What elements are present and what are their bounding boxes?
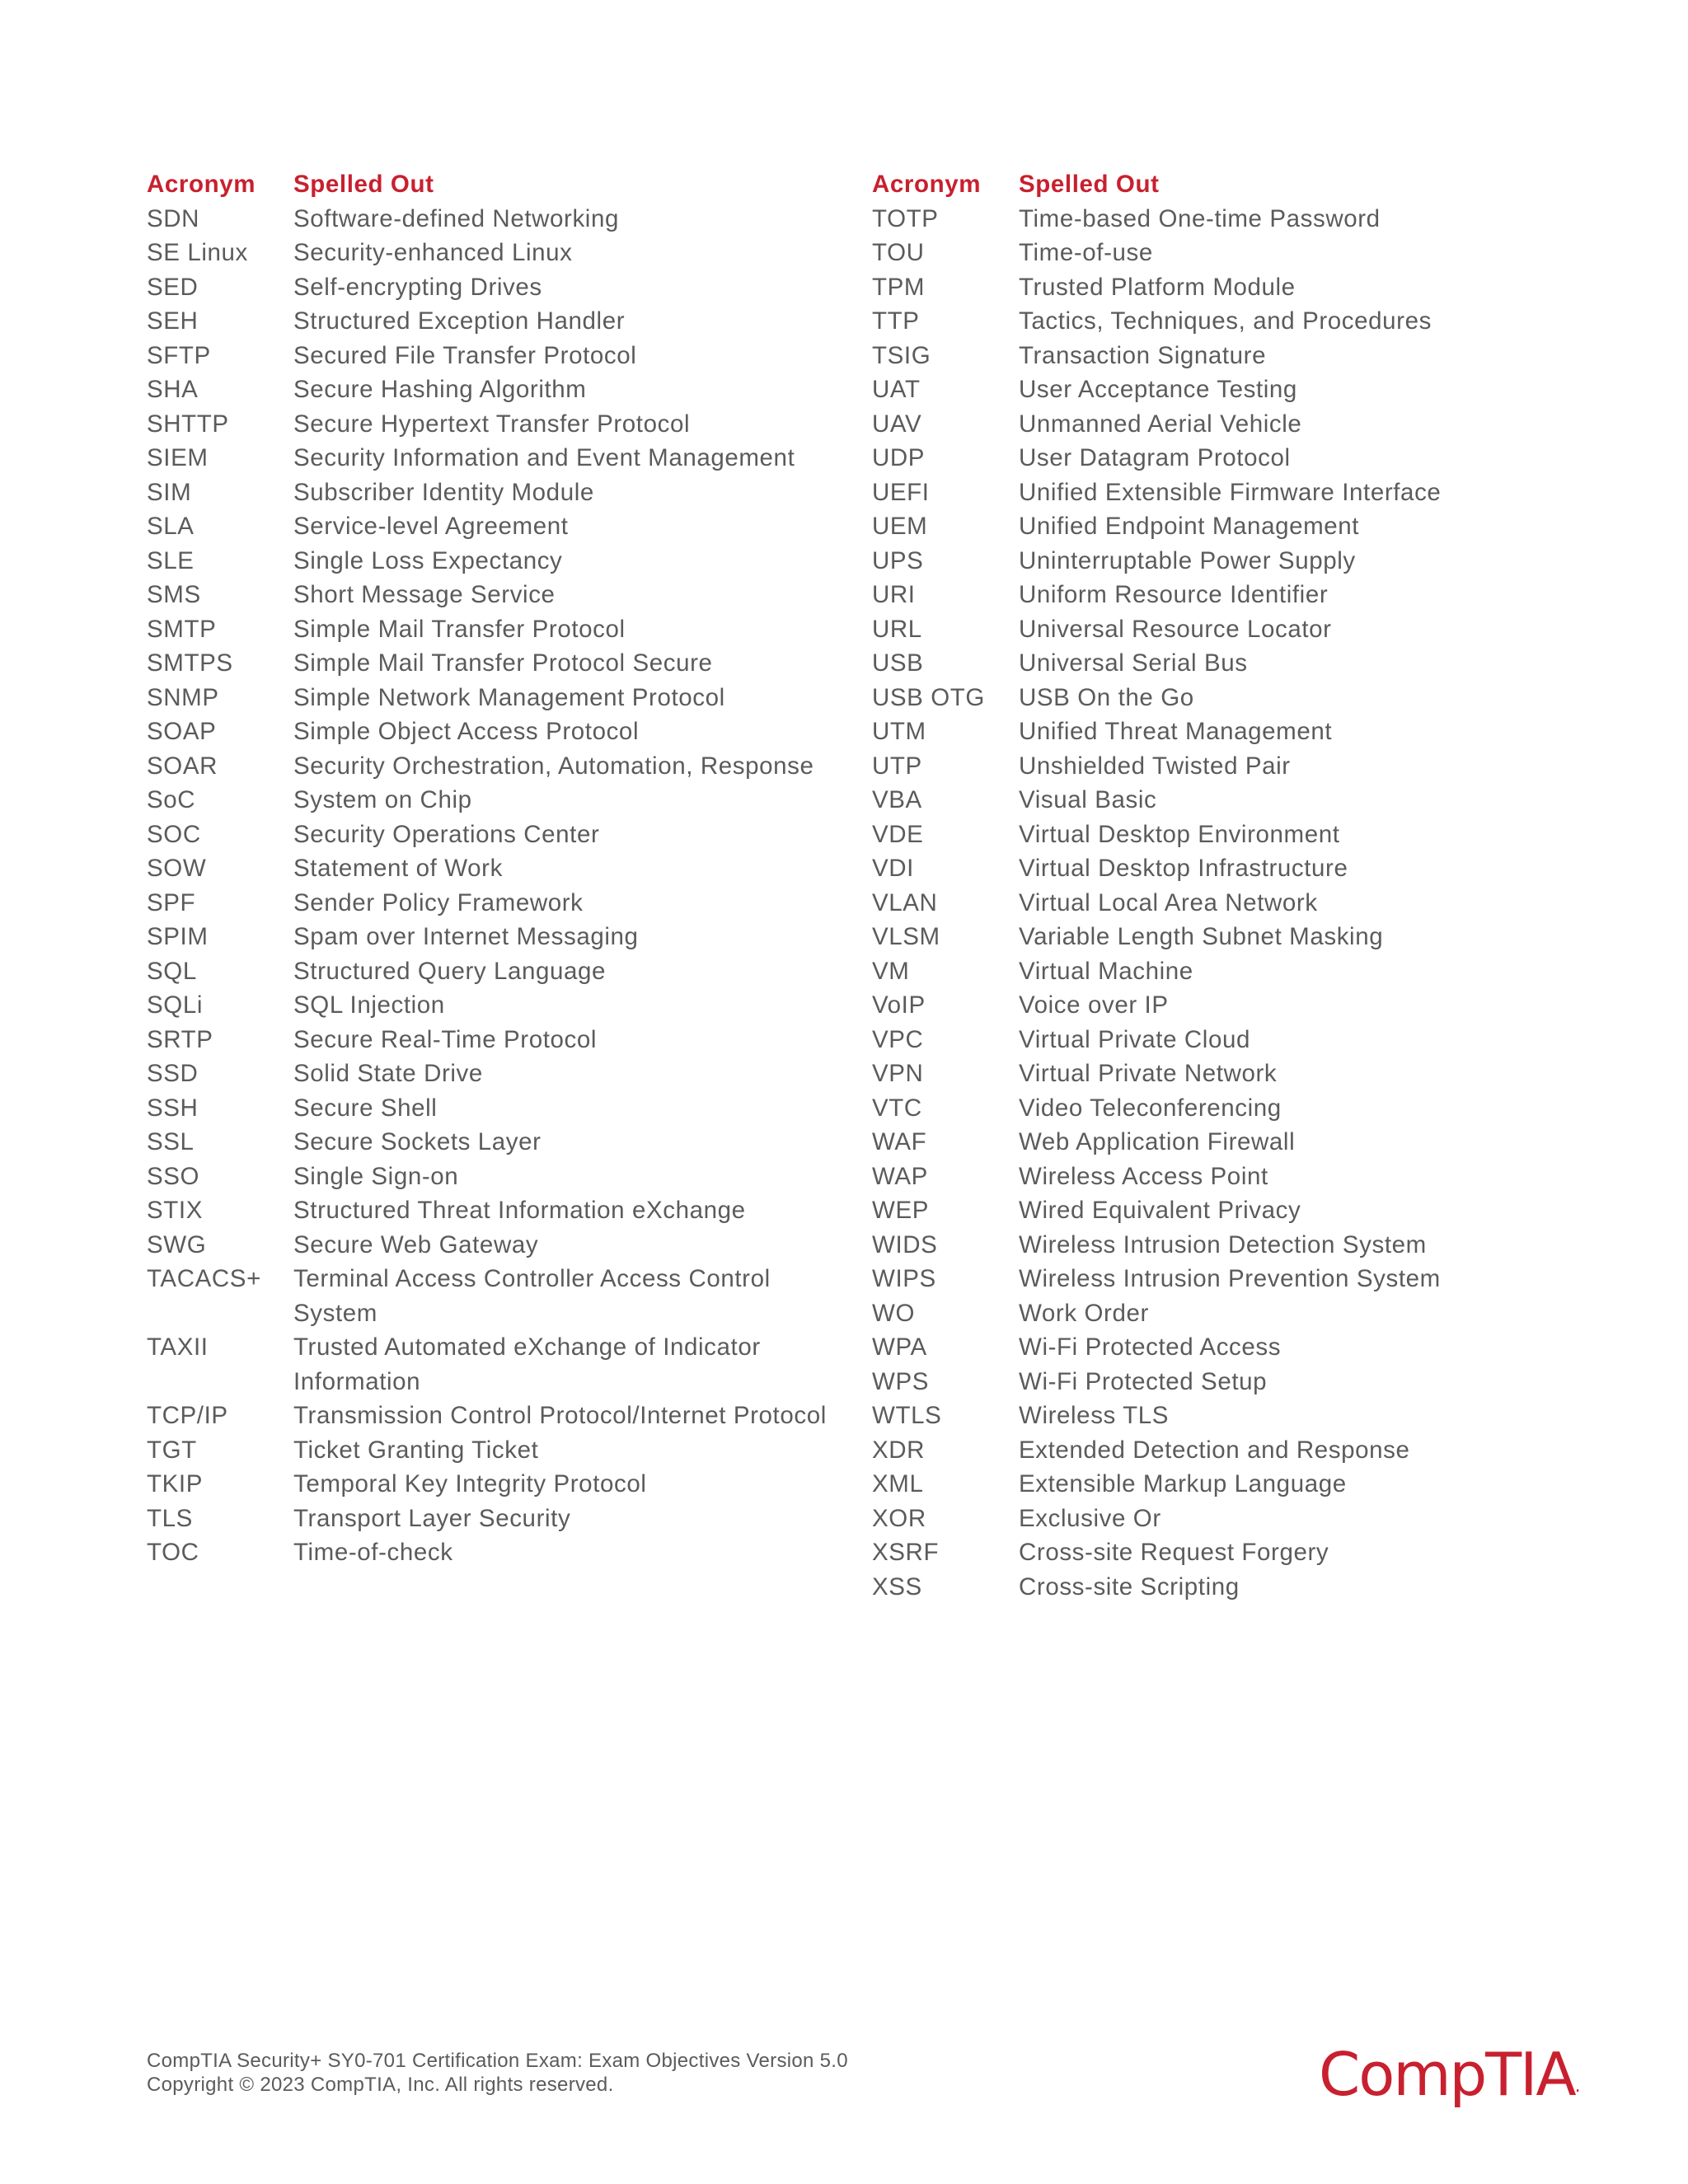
acronym-cell: UEFI (872, 478, 930, 506)
acronym-cell: TLS (147, 1504, 193, 1532)
table-row (872, 1330, 1614, 1365)
table-row (147, 1193, 864, 1228)
acronym-table-left (147, 167, 864, 1570)
table-row (872, 544, 1614, 579)
acronym-cell: SSL (147, 1128, 195, 1155)
spelled-out-cell: Video Teleconferencing (1019, 1094, 1282, 1122)
spelled-out-cell: Secure Hashing Algorithm (293, 376, 587, 403)
acronym-cell: SE Linux (147, 239, 248, 266)
page-footer (147, 2049, 848, 2097)
acronym-cell: SPIM (147, 923, 209, 950)
table-row (147, 681, 864, 715)
table-row (872, 509, 1614, 544)
spelled-out-cell: Sender Policy Framework (293, 888, 584, 916)
table-row (147, 920, 864, 954)
spelled-out-cell: Terminal Access Controller Access Control System (293, 1265, 771, 1327)
acronym-cell: SNMP (147, 683, 219, 711)
table-row (147, 407, 864, 442)
table-row (872, 441, 1614, 476)
spelled-out-cell: Variable Length Subnet Masking (1019, 923, 1384, 950)
table-row (147, 202, 864, 237)
table-header (872, 167, 1614, 202)
table-row (872, 407, 1614, 442)
table-row (872, 1023, 1614, 1057)
rows-right (872, 202, 1614, 1605)
header-acronym: Acronym (147, 171, 256, 198)
table-row (147, 1160, 864, 1194)
spelled-out-cell: Work Order (1019, 1299, 1149, 1327)
spelled-out-cell: Virtual Local Area Network (1019, 888, 1318, 916)
table-row (872, 1535, 1614, 1570)
table-row (147, 1399, 864, 1433)
table-row (147, 646, 864, 681)
acronym-cell: SSD (147, 1060, 199, 1087)
acronym-cell: VoIP (872, 991, 926, 1019)
spelled-out-cell: Structured Exception Handler (293, 307, 626, 335)
logo-text: CompTIA (1319, 2040, 1575, 2109)
acronym-cell: SHA (147, 376, 199, 403)
table-row (147, 339, 864, 373)
table-row (147, 1433, 864, 1468)
acronym-cell: TTP (872, 307, 920, 335)
acronym-cell: SLA (147, 513, 195, 540)
spelled-out-cell: Time-based One-time Password (1019, 204, 1381, 232)
table-row (872, 1057, 1614, 1091)
acronym-cell: WEP (872, 1197, 929, 1224)
acronym-cell: XOR (872, 1504, 926, 1532)
acronym-cell: SQL (147, 957, 197, 985)
acronym-cell: TGT (147, 1436, 197, 1464)
acronym-cell: TAXII (147, 1333, 209, 1361)
spelled-out-cell: Voice over IP (1019, 991, 1169, 1019)
table-row (872, 681, 1614, 715)
table-row (872, 270, 1614, 305)
table-row (147, 818, 864, 852)
table-row (147, 988, 864, 1023)
spelled-out-cell: Extended Detection and Response (1019, 1436, 1410, 1464)
acronym-cell: XDR (872, 1436, 926, 1464)
spelled-out-cell: SQL Injection (293, 991, 445, 1019)
acronym-cell: SWG (147, 1230, 207, 1258)
table-row (872, 646, 1614, 681)
acronym-cell: TPM (872, 273, 926, 301)
table-row (872, 1502, 1614, 1536)
acronym-cell: USB (872, 649, 924, 677)
spelled-out-cell: Virtual Private Network (1019, 1060, 1278, 1087)
table-row (147, 578, 864, 612)
acronym-cell: SPF (147, 888, 196, 916)
table-row (872, 1262, 1614, 1296)
acronym-cell: TOU (872, 239, 925, 266)
acronym-cell: SOW (147, 855, 207, 882)
acronym-cell: TCP/IP (147, 1402, 228, 1429)
acronym-cell: VTC (872, 1094, 922, 1122)
acronym-cell: VPC (872, 1025, 924, 1053)
acronym-cell: XSRF (872, 1539, 940, 1566)
table-row (872, 886, 1614, 921)
spelled-out-cell: Security Orchestration, Automation, Response (293, 752, 814, 780)
acronym-cell: TACACS+ (147, 1265, 261, 1292)
logo-mark: . (1574, 2076, 1581, 2097)
spelled-out-cell: Software-defined Networking (293, 204, 619, 232)
acronym-cell: SSH (147, 1094, 199, 1122)
table-row (147, 1091, 864, 1126)
spelled-out-cell: Structured Query Language (293, 957, 607, 985)
spelled-out-cell: Cross-site Request Forgery (1019, 1539, 1329, 1566)
acronym-cell: UTM (872, 718, 926, 745)
spelled-out-cell: Temporal Key Integrity Protocol (293, 1470, 647, 1497)
acronym-cell: VPN (872, 1060, 924, 1087)
acronym-cell: SIM (147, 478, 192, 506)
acronym-cell: TKIP (147, 1470, 203, 1497)
acronym-cell: WAP (872, 1162, 928, 1190)
table-row (147, 1467, 864, 1502)
spelled-out-cell: Universal Resource Locator (1019, 615, 1332, 643)
acronym-cell: WPS (872, 1367, 929, 1395)
spelled-out-cell: Wireless Intrusion Detection System (1019, 1230, 1427, 1258)
acronym-cell: VM (872, 957, 910, 985)
spelled-out-cell: User Datagram Protocol (1019, 444, 1291, 471)
spelled-out-cell: Exclusive Or (1019, 1504, 1161, 1532)
table-row (872, 783, 1614, 818)
table-row (147, 236, 864, 270)
spelled-out-cell: Secure Shell (293, 1094, 438, 1122)
table-row (872, 920, 1614, 954)
acronym-cell: WIPS (872, 1265, 936, 1292)
table-row (872, 304, 1614, 339)
table-row (872, 1160, 1614, 1194)
spelled-out-cell: Unified Threat Management (1019, 718, 1333, 745)
table-row (147, 441, 864, 476)
spelled-out-cell: Security-enhanced Linux (293, 239, 573, 266)
acronym-cell: SFTP (147, 341, 211, 369)
spelled-out-cell: Solid State Drive (293, 1060, 483, 1087)
table-row (872, 578, 1614, 612)
spelled-out-cell: Secure Sockets Layer (293, 1128, 542, 1155)
spelled-out-cell: Secure Web Gateway (293, 1230, 539, 1258)
spelled-out-cell: Security Operations Center (293, 820, 600, 848)
acronym-cell: XML (872, 1470, 924, 1497)
table-row (147, 851, 864, 886)
spelled-out-cell: Time-of-use (1019, 239, 1153, 266)
spelled-out-cell: Virtual Machine (1019, 957, 1193, 985)
acronym-cell: UAV (872, 410, 922, 438)
table-row (147, 783, 864, 818)
table-row (872, 1467, 1614, 1502)
acronym-cell: SEH (147, 307, 199, 335)
spelled-out-cell: Universal Serial Bus (1019, 649, 1248, 677)
spelled-out-cell: Cross-site Scripting (1019, 1572, 1240, 1601)
spelled-out-cell: Simple Mail Transfer Protocol Secure (293, 649, 713, 677)
spelled-out-cell: Structured Threat Information eXchange (293, 1197, 746, 1224)
acronym-cell: SLE (147, 546, 195, 574)
table-row (872, 1091, 1614, 1126)
table-row (872, 818, 1614, 852)
acronym-cell: USB OTG (872, 683, 985, 711)
table-row (872, 954, 1614, 989)
spelled-out-cell: Transmission Control Protocol/Internet Protocol (293, 1402, 827, 1429)
spelled-out-cell: Wi-Fi Protected Access (1019, 1333, 1282, 1361)
table-row (147, 749, 864, 784)
table-row (147, 373, 864, 407)
acronym-cell: SDN (147, 204, 200, 232)
table-row (147, 715, 864, 749)
table-row (147, 270, 864, 305)
table-row (872, 749, 1614, 784)
spelled-out-cell: Trusted Automated eXchange of Indicator Information (293, 1333, 761, 1395)
table-row (147, 1023, 864, 1057)
header-spelled-out: Spelled Out (293, 171, 434, 198)
spelled-out-cell: USB On the Go (1019, 683, 1194, 711)
spelled-out-cell: Wi-Fi Protected Setup (1019, 1367, 1268, 1395)
acronym-table-right (872, 167, 1614, 1604)
spelled-out-cell: Web Application Firewall (1019, 1128, 1296, 1155)
table-row (872, 988, 1614, 1023)
acronym-cell: SOC (147, 820, 201, 848)
table-row (872, 1228, 1614, 1263)
acronym-cell: VLAN (872, 888, 938, 916)
acronym-cell: TOC (147, 1539, 199, 1566)
acronym-cell: WIDS (872, 1230, 938, 1258)
acronym-cell: SoC (147, 786, 196, 813)
acronym-cell: SOAP (147, 718, 217, 745)
spelled-out-cell: Extensible Markup Language (1019, 1470, 1347, 1497)
spelled-out-cell: User Acceptance Testing (1019, 376, 1297, 403)
spelled-out-cell: Ticket Granting Ticket (293, 1436, 539, 1464)
table-row (872, 339, 1614, 373)
spelled-out-cell: Security Information and Event Management (293, 444, 795, 471)
footer-copyright: Copyright © 2023 CompTIA, Inc. All rights reserved. (147, 2074, 614, 2096)
table-row (872, 202, 1614, 237)
table-row (147, 304, 864, 339)
acronym-cell: WO (872, 1299, 915, 1327)
table-row (147, 954, 864, 989)
spelled-out-cell: Virtual Desktop Environment (1019, 820, 1340, 848)
acronym-cell: UPS (872, 546, 924, 574)
spelled-out-cell: Transport Layer Security (293, 1504, 571, 1532)
acronym-cell: SMTP (147, 615, 217, 643)
table-row (872, 236, 1614, 270)
acronym-cell: UTP (872, 752, 922, 780)
spelled-out-cell: Trusted Platform Module (1019, 273, 1296, 301)
table-row (872, 1433, 1614, 1468)
table-row (147, 1535, 864, 1570)
spelled-out-cell: Virtual Private Cloud (1019, 1025, 1250, 1053)
header-acronym: Acronym (872, 171, 982, 198)
spelled-out-cell: Unified Endpoint Management (1019, 513, 1360, 540)
spelled-out-cell: Wireless Access Point (1019, 1162, 1268, 1190)
spelled-out-cell: Simple Network Management Protocol (293, 683, 725, 711)
table-row (147, 1262, 864, 1330)
spelled-out-cell: Secure Real-Time Protocol (293, 1025, 598, 1053)
spelled-out-cell: System on Chip (293, 786, 472, 813)
spelled-out-cell: Simple Mail Transfer Protocol (293, 615, 626, 643)
acronym-cell: SIEM (147, 444, 209, 471)
acronym-cell: SQLi (147, 991, 203, 1019)
header-spelled-out: Spelled Out (1019, 171, 1160, 198)
acronym-cell: TOTP (872, 204, 939, 232)
footer-exam-title: CompTIA Security+ SY0-701 Certification Exam: Exam Objectives Version 5.0 (147, 2050, 848, 2072)
acronym-cell: URI (872, 581, 916, 608)
table-row (147, 886, 864, 921)
acronym-cell: SHTTP (147, 410, 229, 438)
spelled-out-cell: Tactics, Techniques, and Procedures (1019, 307, 1432, 335)
table-row (147, 1330, 864, 1399)
acronym-cell: SRTP (147, 1025, 213, 1053)
table-row (872, 373, 1614, 407)
table-row (872, 476, 1614, 510)
acronym-cell: URL (872, 615, 922, 643)
spelled-out-cell: Virtual Desktop Infrastructure (1019, 855, 1348, 882)
acronym-cell: SOAR (147, 752, 218, 780)
spelled-out-cell: Short Message Service (293, 581, 556, 608)
spelled-out-cell: Unshielded Twisted Pair (1019, 752, 1291, 780)
acronym-cell: VLSM (872, 923, 940, 950)
spelled-out-cell: Unmanned Aerial Vehicle (1019, 410, 1302, 438)
table-row (147, 612, 864, 647)
acronym-cell: WPA (872, 1333, 927, 1361)
table-row (872, 1365, 1614, 1399)
acronym-cell: WAF (872, 1128, 927, 1155)
table-row (147, 1125, 864, 1160)
table-row (872, 851, 1614, 886)
acronym-cell: SMTPS (147, 649, 233, 677)
spelled-out-cell: Uninterruptable Power Supply (1019, 546, 1356, 574)
table-row (872, 1193, 1614, 1228)
acronym-cell: UAT (872, 376, 921, 403)
table-row (147, 1502, 864, 1536)
spelled-out-cell: Wired Equivalent Privacy (1019, 1197, 1301, 1224)
spelled-out-cell: Wireless Intrusion Prevention System (1019, 1265, 1441, 1292)
acronym-cell: XSS (872, 1572, 922, 1601)
spelled-out-cell: Unified Extensible Firmware Interface (1019, 478, 1442, 506)
table-row (872, 612, 1614, 647)
spelled-out-cell: Single Loss Expectancy (293, 546, 563, 574)
comptia-logo (1319, 2040, 1581, 2109)
table-row (872, 1296, 1614, 1331)
spelled-out-cell: Secured File Transfer Protocol (293, 341, 637, 369)
spelled-out-cell: Wireless TLS (1019, 1402, 1170, 1429)
acronym-cell: STIX (147, 1197, 203, 1224)
spelled-out-cell: Transaction Signature (1019, 341, 1267, 369)
acronym-cell: UDP (872, 444, 926, 471)
acronym-cell: WTLS (872, 1402, 942, 1429)
table-row (147, 544, 864, 579)
acronym-cell: VDI (872, 855, 914, 882)
table-row (872, 1399, 1614, 1433)
table-row (872, 1570, 1614, 1605)
acronym-cell: SMS (147, 581, 201, 608)
table-row (147, 1057, 864, 1091)
spelled-out-cell: Simple Object Access Protocol (293, 718, 640, 745)
acronym-cell: VDE (872, 820, 924, 848)
spelled-out-cell: Statement of Work (293, 855, 503, 882)
spelled-out-cell: Time-of-check (293, 1539, 453, 1566)
table-row (872, 1125, 1614, 1160)
table-row (147, 476, 864, 510)
spelled-out-cell: Subscriber Identity Module (293, 478, 594, 506)
spelled-out-cell: Secure Hypertext Transfer Protocol (293, 410, 691, 438)
spelled-out-cell: Service-level Agreement (293, 513, 569, 540)
spelled-out-cell: Spam over Internet Messaging (293, 923, 639, 950)
spelled-out-cell: Self-encrypting Drives (293, 273, 542, 301)
table-row (872, 715, 1614, 749)
acronym-cell: SED (147, 273, 199, 301)
rows-left (147, 202, 864, 1570)
acronym-cell: TSIG (872, 341, 931, 369)
acronym-cell: VBA (872, 786, 922, 813)
table-row (147, 509, 864, 544)
acronym-cell: SSO (147, 1162, 200, 1190)
spelled-out-cell: Single Sign-on (293, 1162, 459, 1190)
acronym-cell: UEM (872, 513, 928, 540)
spelled-out-cell: Visual Basic (1019, 786, 1157, 813)
spelled-out-cell: Uniform Resource Identifier (1019, 581, 1329, 608)
table-header (147, 167, 864, 202)
table-row (147, 1228, 864, 1263)
